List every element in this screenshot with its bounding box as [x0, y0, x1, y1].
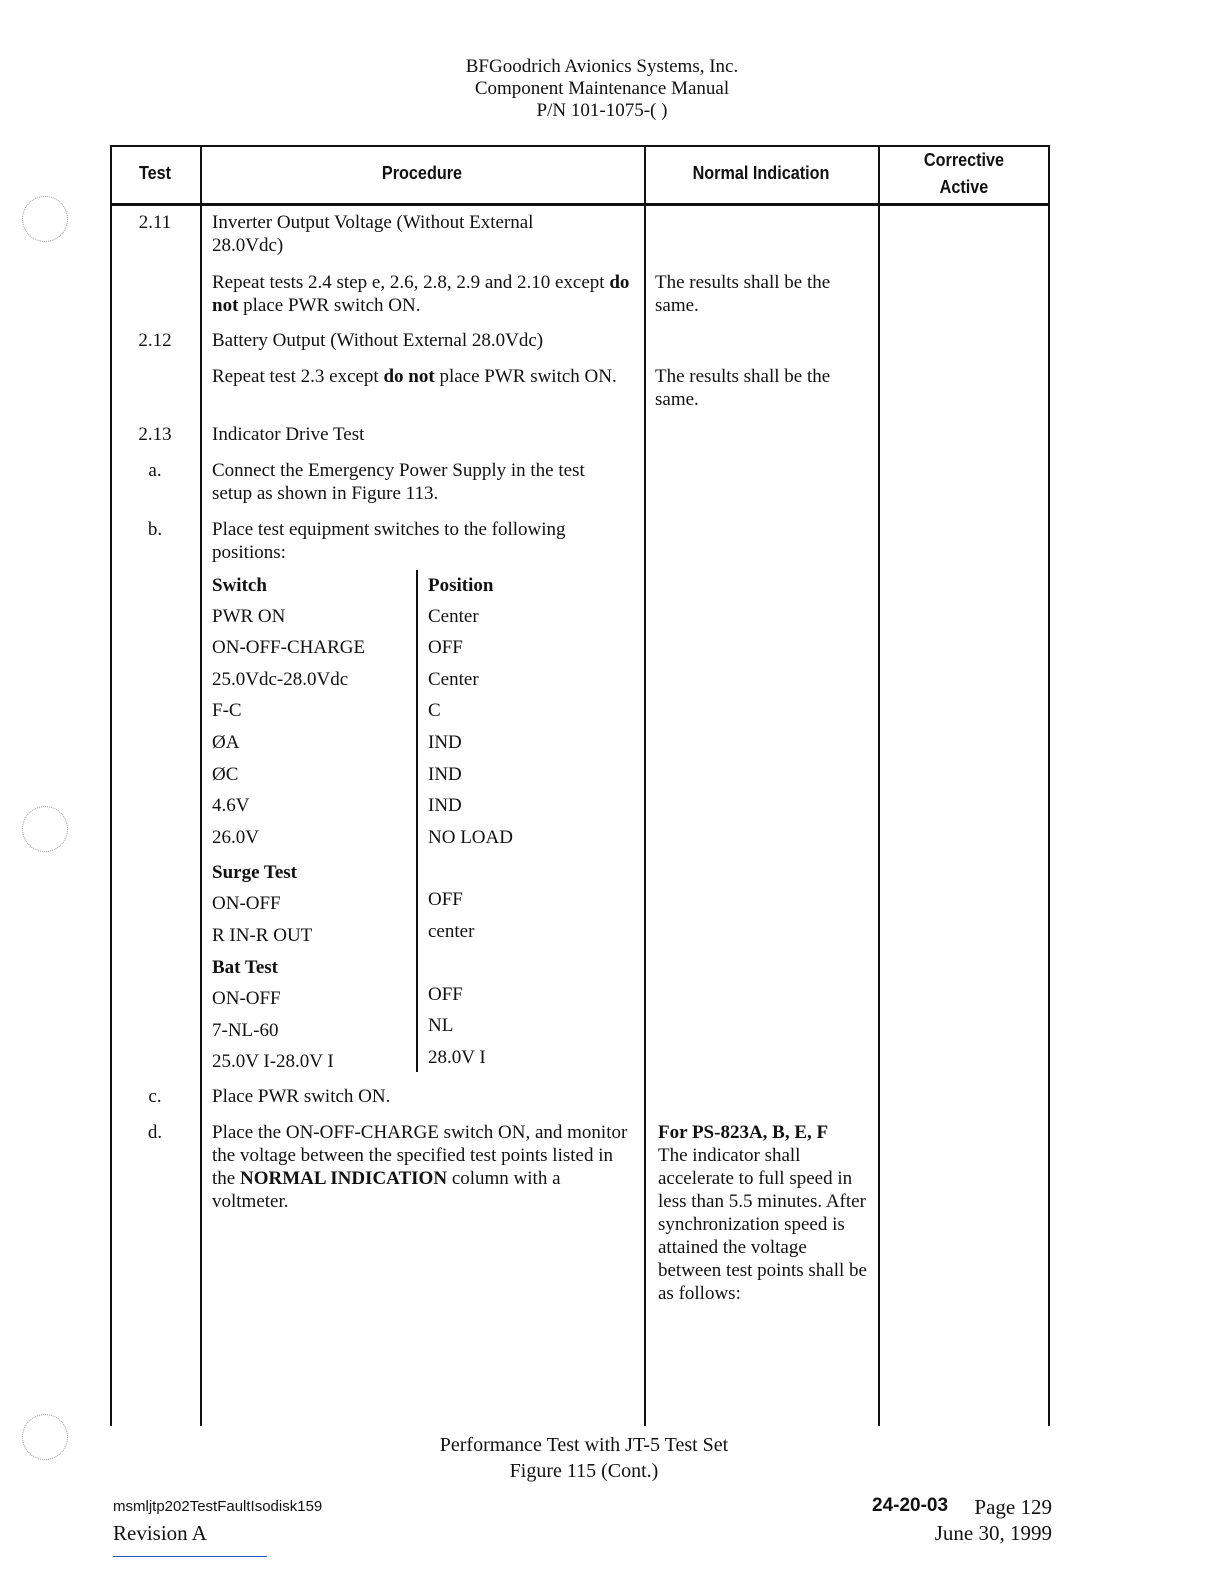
normal-indication: For PS-823A, B, E, F The indicator shall accelerate to full speed in less than 5.5 minutes. After synchronization speed is attained the voltage between test points shall be as follows: [658, 1122, 867, 1304]
footer-page: Page 129 [974, 1495, 1052, 1519]
switch-name: PWR ON [212, 606, 286, 627]
surge-test-heading: Surge Test [212, 862, 297, 883]
switch-position: OFF [428, 637, 463, 658]
col-header-procedure: Procedure [381, 163, 463, 183]
normal-indication: The results shall be the same. [655, 366, 831, 410]
switch-name: ØC [212, 764, 239, 785]
step-label: a. [148, 460, 162, 481]
switch-name: ON-OFF [212, 988, 281, 1009]
switch-name: 26.0V [212, 827, 259, 848]
switch-position: IND [428, 764, 462, 785]
procedure-title: Indicator Drive Test [212, 424, 365, 445]
switch-name: 25.0V I-28.0V I [212, 1051, 334, 1072]
col-header-normal-indication: Normal Indication [692, 163, 830, 183]
procedure-table [110, 145, 1050, 1426]
footer-section: 24-20-03 [872, 1495, 949, 1516]
figure-caption-title: Performance Test with JT-5 Test Set [439, 1434, 729, 1456]
company-name: BFGoodrich Avionics Systems, Inc. [465, 56, 739, 77]
switch-name: R IN-R OUT [212, 925, 313, 946]
switch-position: IND [428, 795, 462, 816]
procedure-title: Inverter Output Voltage (Without External 28.0Vdc) [212, 212, 534, 256]
binder-hole-mark [22, 806, 68, 852]
switch-name: F-C [212, 700, 242, 721]
procedure-step: Place PWR switch ON. [212, 1086, 391, 1107]
footer-rule [113, 1556, 267, 1557]
switch-position: NO LOAD [428, 827, 513, 848]
bat-test-heading: Bat Test [212, 957, 278, 978]
switch-position: Center [428, 606, 479, 627]
col-header-corrective-line2: Active [939, 177, 989, 197]
switch-name: ØA [212, 732, 240, 753]
switch-position: IND [428, 732, 462, 753]
procedure-step: Repeat test 2.3 except do not place PWR switch ON. [212, 366, 617, 387]
procedure-step: Place the ON-OFF-CHARGE switch ON, and monitor the voltage between the specified test points listed in the NORMAL INDICATION column with a voltmeter. [212, 1122, 628, 1212]
footer-date: June 30, 1999 [934, 1521, 1052, 1545]
switch-name: 25.0Vdc-28.0Vdc [212, 669, 349, 690]
binder-hole-mark [22, 196, 68, 242]
switch-position: Center [428, 669, 479, 690]
step-label: b. [147, 519, 163, 540]
position-header: Position [428, 575, 494, 596]
footer-revision: Revision A [113, 1521, 207, 1545]
test-number: 2.13 [138, 424, 172, 445]
switch-name: ON-OFF-CHARGE [212, 637, 366, 658]
test-number: 2.12 [138, 330, 172, 351]
switch-name: 7-NL-60 [212, 1020, 279, 1041]
footer-filename: msmljtp202TestFaultIsodisk159 [113, 1498, 323, 1515]
procedure-step: Connect the Emergency Power Supply in the test setup as shown in Figure 113. [212, 460, 585, 504]
normal-indication: The results shall be the same. [655, 272, 831, 316]
procedure-title: Battery Output (Without External 28.0Vdc) [212, 330, 544, 351]
switch-position: OFF [428, 889, 463, 910]
switch-position: 28.0V I [428, 1047, 486, 1068]
col-header-corrective-line1: Corrective [923, 150, 1005, 170]
step-label: d. [147, 1122, 163, 1143]
col-header-test: Test [138, 163, 172, 183]
switch-header: Switch [212, 575, 267, 596]
switch-position: center [428, 921, 475, 942]
switch-name: 4.6V [212, 795, 250, 816]
procedure-step: Repeat tests 2.4 step e, 2.6, 2.8, 2.9 and 2.10 except do not place PWR switch ON. [212, 272, 630, 316]
switch-position: NL [428, 1015, 454, 1036]
switch-name: ON-OFF [212, 893, 281, 914]
switch-position: C [428, 700, 441, 721]
manual-title: Component Maintenance Manual [474, 78, 730, 99]
part-number: P/N 101-1075-( ) [536, 100, 668, 121]
procedure-step: Place test equipment switches to the following positions: [212, 519, 566, 563]
step-label: c. [148, 1086, 162, 1107]
switch-position: OFF [428, 984, 463, 1005]
test-number: 2.11 [138, 212, 172, 233]
figure-caption-number: Figure 115 (Cont.) [509, 1460, 659, 1482]
